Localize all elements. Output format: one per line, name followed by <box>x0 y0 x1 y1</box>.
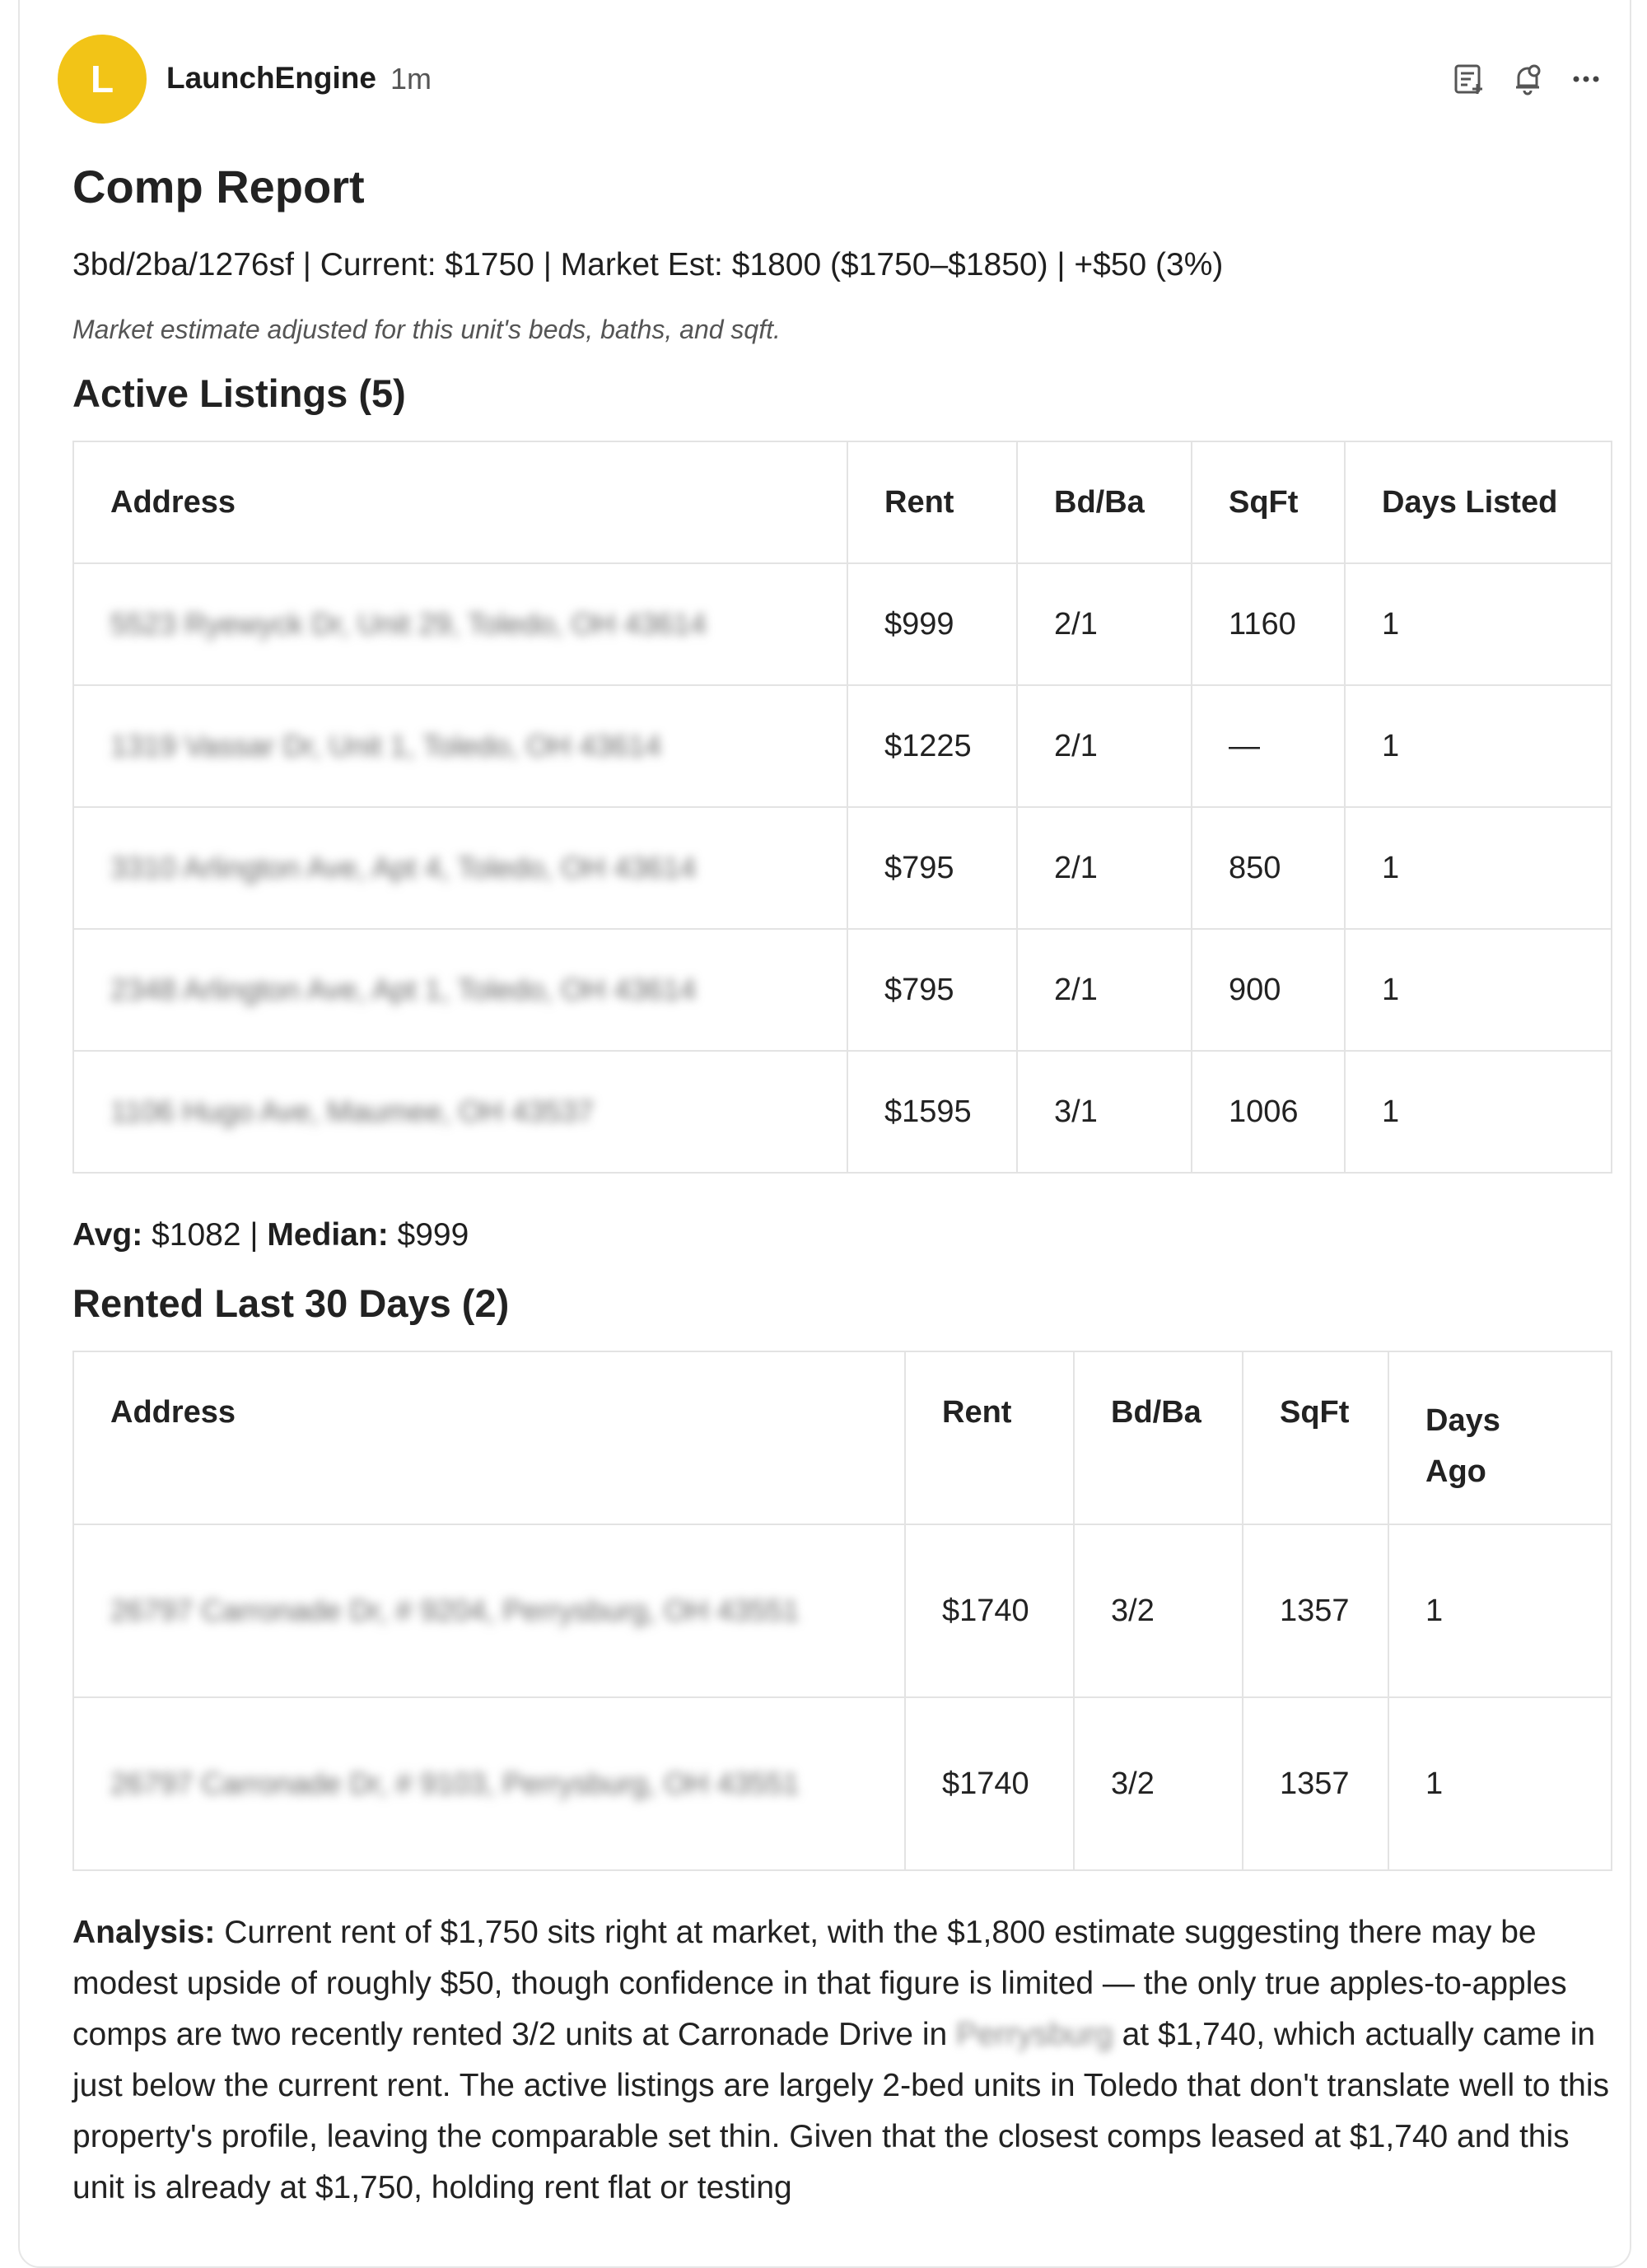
active-stats <box>72 1217 469 1253</box>
active-listings-table <box>72 441 1612 1174</box>
sqft-cell: 850 <box>1192 807 1345 929</box>
address-cell: 26797 Carronade Dr, # 9204, Perrysburg, OH 43551 <box>73 1524 905 1697</box>
bdba-cell: 3/2 <box>1074 1697 1243 1870</box>
post-header <box>58 35 1606 125</box>
table-row <box>73 1051 1612 1173</box>
column-header: Rent <box>847 441 1017 563</box>
address-cell: 26797 Carronade Dr, # 9103, Perrysburg, OH 43551 <box>73 1697 905 1870</box>
sqft-cell: 1357 <box>1243 1524 1388 1697</box>
rent-cell: $1595 <box>847 1051 1017 1173</box>
days-cell: 1 <box>1345 807 1612 929</box>
column-header: Days Listed <box>1345 441 1612 563</box>
days-cell: 1 <box>1345 685 1612 807</box>
table-header-row <box>73 441 1612 563</box>
analysis-text: Current rent of $1,750 sits right at market, with the $1,800 estimate suggesting there may be modest upside of roughly $50, though confidence in that figure is limited — the only true apples-to-apples comps are two recently rented 3/2 units at Carronade Drive in <box>72 1915 1567 2052</box>
sqft-cell: 1006 <box>1192 1051 1345 1173</box>
sqft-cell: 1357 <box>1243 1697 1388 1870</box>
column-header: Bd/Ba <box>1017 441 1192 563</box>
column-header: Address <box>73 1351 905 1524</box>
days-cell: 1 <box>1388 1697 1612 1870</box>
column-header: Days Ago <box>1388 1351 1612 1524</box>
blurred-city: Perrysburg <box>956 2017 1113 2052</box>
bell-add-icon[interactable] <box>1509 59 1548 99</box>
sqft-cell: 900 <box>1192 929 1345 1051</box>
rent-cell: $1740 <box>905 1697 1074 1870</box>
table-row <box>73 1697 1612 1870</box>
table-row <box>73 685 1612 807</box>
sqft-cell: 1160 <box>1192 563 1345 685</box>
address-cell: 2348 Arlington Ave, Apt 1, Toledo, OH 43614 <box>73 929 847 1051</box>
rent-cell: $1740 <box>905 1524 1074 1697</box>
column-header: Bd/Ba <box>1074 1351 1243 1524</box>
report-title: Comp Report <box>72 161 365 212</box>
bdba-cell: 2/1 <box>1017 563 1192 685</box>
address-cell: 3310 Arlington Ave, Apt 4, Toledo, OH 43614 <box>73 807 847 929</box>
sqft-cell: — <box>1192 685 1345 807</box>
table-row <box>73 929 1612 1051</box>
column-header: Address <box>73 441 847 563</box>
table-header-row <box>73 1351 1612 1524</box>
stats-separator: | <box>250 1217 259 1253</box>
median-value: $999 <box>397 1217 469 1253</box>
table-row <box>73 1524 1612 1697</box>
column-header: Rent <box>905 1351 1074 1524</box>
post-time[interactable]: 1m <box>390 62 432 96</box>
column-header: SqFt <box>1243 1351 1388 1524</box>
median-label: Median: <box>267 1217 389 1253</box>
days-cell: 1 <box>1345 1051 1612 1173</box>
address-cell: 1319 Vassar Dr, Unit 1, Toledo, OH 43614 <box>73 685 847 807</box>
rent-cell: $999 <box>847 563 1017 685</box>
active-listings-heading: Active Listings (5) <box>72 371 406 415</box>
days-cell: 1 <box>1388 1524 1612 1697</box>
avg-value: $1082 <box>152 1217 241 1253</box>
rented-heading: Rented Last 30 Days (2) <box>72 1281 510 1325</box>
rent-cell: $795 <box>847 807 1017 929</box>
rent-cell: $1225 <box>847 685 1017 807</box>
address-cell: 5523 Ryewyck Dr, Unit 29, Toledo, OH 43614 <box>73 563 847 685</box>
table-row <box>73 563 1612 685</box>
column-header: SqFt <box>1192 441 1345 563</box>
avatar[interactable]: L <box>58 35 147 124</box>
rent-cell: $795 <box>847 929 1017 1051</box>
bdba-cell: 3/1 <box>1017 1051 1192 1173</box>
analysis-label: Analysis: <box>72 1915 216 1950</box>
analysis-paragraph <box>72 1907 1612 2214</box>
more-icon[interactable] <box>1566 59 1606 99</box>
author-name[interactable]: LaunchEngine <box>166 61 376 95</box>
bdba-cell: 2/1 <box>1017 807 1192 929</box>
days-cell: 1 <box>1345 929 1612 1051</box>
report-summary: 3bd/2ba/1276sf | Current: $1750 | Market Est: $1800 ($1750–$1850) | +$50 (3%) <box>72 247 1224 282</box>
avg-label: Avg: <box>72 1217 143 1253</box>
analysis-text-continued: at $1,740, which actually came in just below the current rent. The active listings are largely 2-bed units in Toledo that don't translate well to this property's profile, leaving the comparable set thin. Given that the closest comps leased at $1,740 and this unit is already at $1,750, holding rent flat or testing <box>72 2017 1610 2205</box>
bdba-cell: 3/2 <box>1074 1524 1243 1697</box>
days-cell: 1 <box>1345 563 1612 685</box>
bdba-cell: 2/1 <box>1017 929 1192 1051</box>
rented-table <box>72 1351 1612 1871</box>
bdba-cell: 2/1 <box>1017 685 1192 807</box>
note-add-icon[interactable] <box>1449 59 1489 99</box>
table-row <box>73 807 1612 929</box>
address-cell: 1106 Hugo Ave, Maumee, OH 43537 <box>73 1051 847 1173</box>
report-note: Market estimate adjusted for this unit's beds, baths, and sqft. <box>72 315 781 344</box>
